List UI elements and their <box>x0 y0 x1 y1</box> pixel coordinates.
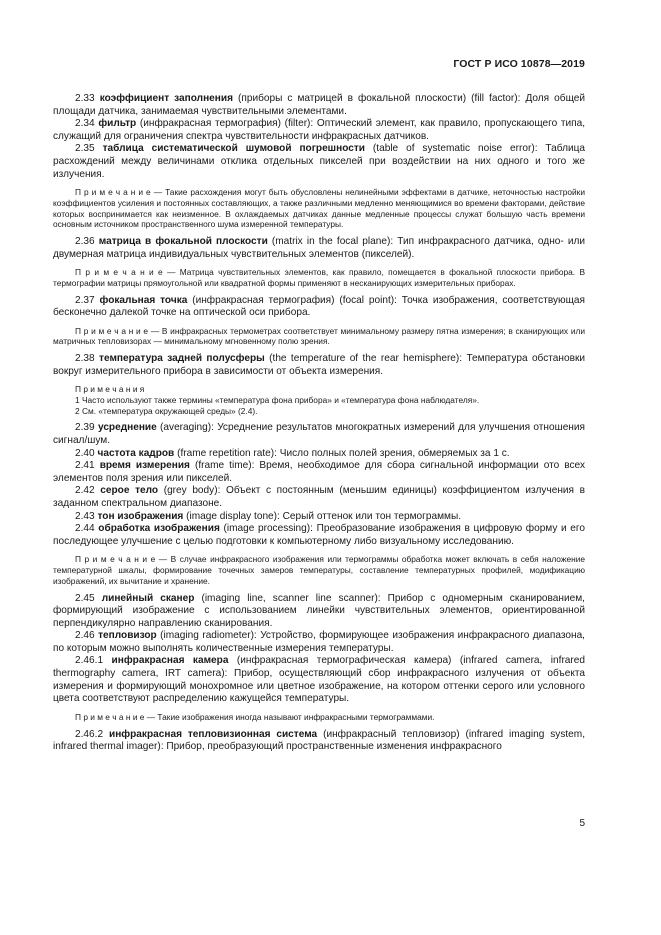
term-entry-2-37: 2.37 фокальная точка (инфракрасная термография) (focal point): Точка изображения, соответствующая бесконечно далекой точке на оптической оси прибора. <box>53 294 585 319</box>
term-entry-2-33: 2.33 коэффициент заполнения (приборы с матрицей в фокальной плоскости) (fill factor): Доля общей площади датчика, занимаемая чувствительными элементами. <box>53 93 586 117</box>
note-item-2: 2 См. «температура окружающей среды» (2.4). <box>75 405 258 416</box>
term: инфракрасная тепловизионная система <box>109 728 318 740</box>
note-2-46-1: П р и м е ч а н и е — Такие изображения иногда называют инфракрасными термограммами. <box>75 711 435 722</box>
note-2-36: П р и м е ч а н и е — Матрица чувствительных элементов, как правило, помещается в фокальной плоскости прибора. В термографии матрицы прямоугольной или квадратной формы применяют в несканирующих измерительных приборах. <box>53 267 586 288</box>
term: матрица в фокальной плоскости <box>98 235 268 247</box>
term: обработка изображения <box>98 523 220 535</box>
term: коэффициент заполнения <box>99 93 233 104</box>
term-entry-2-46: 2.46 тепловизор (imaging radiometer): Устройство, формирующее изображения инфракрасного диапазона, по которым можно выполнять количественные измерения температуры. <box>53 630 585 654</box>
document-header: ГОСТ Р ИСО 10878—2019 <box>453 58 585 70</box>
term-entry-2-44: 2.44 обработка изображения (image processing): Преобразование изображения в цифровую форму и его последующее улучшение с целью подготовки к компьютерному либо визуальному исследованию. <box>53 523 585 547</box>
term: таблица систематической шумовой погрешности <box>102 143 365 155</box>
term-entry-2-46-1: 2.46.1 инфракрасная камера (инфракрасная термографическая камера) (infrared camera, infrared thermography camera, IRT camera): Прибор, осуществляющий сбор инфракрасного излучения от объекта измерения и формирующий монохромное или цветное изображение, на котором оттенки серого или условного цвета соответствуют распределению кажущейся температуры. <box>53 655 586 705</box>
note-item-1: 1 Часто используют также термины «температура фона прибора» и «температура фона наблюдателя». <box>75 395 480 406</box>
term: частота кадров <box>97 447 175 459</box>
notes-heading-2-38: П р и м е ч а н и я <box>75 384 145 395</box>
term: инфракрасная камера <box>111 655 229 667</box>
term-entry-2-41: 2.41 время измерения (frame time): Время, необходимое для сбора сигнальной информации ото всех элементов поля зрения или пикселей. <box>53 460 586 484</box>
term: фильтр <box>98 118 137 130</box>
term-entry-2-35: 2.35 таблица систематической шумовой погрешности (table of systematic noise error): Таблица расхождений между величинами отклика отдельных пикселей при воздействии на них одного и того же излучения. <box>53 143 585 180</box>
note-2-35: П р и м е ч а н и е — Такие расхождения могут быть обусловлены нелинейными эффектами в датчике, неточностью настройки коэффициентов усиления и постоянных составляющих, а также различными медленно меняющимися во времени факторами, действие которых воспринимается как неизменное. В охлаждаемых датчиках данные медленные процессы служат большую часть времени основным источником пространственного шума измеренной температуры. <box>53 187 585 230</box>
page-number: 5 <box>579 818 585 829</box>
term: линейный сканер <box>101 592 195 604</box>
term: тон изображения <box>97 510 184 522</box>
term: время измерения <box>99 460 190 472</box>
note-2-37: П р и м е ч а н и е — В инфракрасных термометрах соответствует минимальному размеру пятна измерения; в сканирующих или матричных тепловизорах — минимальному мгновенному полю зрения. <box>53 325 586 347</box>
document-body <box>53 93 585 754</box>
term: усреднение <box>97 422 157 434</box>
term-entry-2-43: 2.43 тон изображения (image display tone): Серый оттенок или тон термограммы. <box>75 510 462 522</box>
term-entry-2-36: 2.36 матрица в фокальной плоскости (matrix in the focal plane): Тип инфракрасного датчика, одно- или двумерная матрица индивидуальных чувствительных элементов (пикселей). <box>53 235 585 260</box>
term-entry-2-39: 2.39 усреднение (averaging): Усреднение результатов многократных измерений для улучшения отношения сигнал/шум. <box>53 422 585 447</box>
note-2-44: П р и м е ч а н и е — В случае инфракрасного изображения или термограммы обработка может включать в себя наложение температурной шкалы, формирование точечных замеров температуры, составление температурных профилей, модификацию изображений, их вычитание и хранение. <box>53 554 585 586</box>
term-entry-2-40: 2.40 частота кадров (frame repetition rate): Число полных полей зрения, обмеряемых за 1 с. <box>75 447 510 459</box>
term: температура задней полусферы <box>99 353 265 365</box>
term: серое тело <box>100 485 159 497</box>
term-entry-2-38: 2.38 температура задней полусферы (the temperature of the rear hemisphere): Температура обстановки вокруг измерительного прибора в зависимости от объекта измерения. <box>53 353 585 377</box>
term-entry-2-42: 2.42 серое тело (grey body): Объект с постоянным (меньшим единицы) коэффициентом излучения в заданном спектральном диапазоне. <box>53 485 585 510</box>
term-entry-2-45: 2.45 линейный сканер (imaging line, scanner line scanner): Прибор с одномерным сканированием, формирующий изображение с использованием линейки чувствительных элементов, ориентированной перпендикулярно направлению сканирования. <box>53 592 585 629</box>
term: тепловизор <box>98 630 157 642</box>
term-entry-2-46-2: 2.46.2 инфракрасная тепловизионная система (инфракрасный тепловизор) (infrared imaging system, infrared thermal imager): Прибор, преобразующий пространственные изменения инфракрасного <box>53 728 586 753</box>
term-entry-2-34: 2.34 фильтр (инфракрасная термография) (filter): Оптический элемент, как правило, пропускающего типа, служащий для ограничения спектра чувствительности инфракрасных датчиков. <box>53 118 586 142</box>
term: фокальная точка <box>99 294 188 306</box>
